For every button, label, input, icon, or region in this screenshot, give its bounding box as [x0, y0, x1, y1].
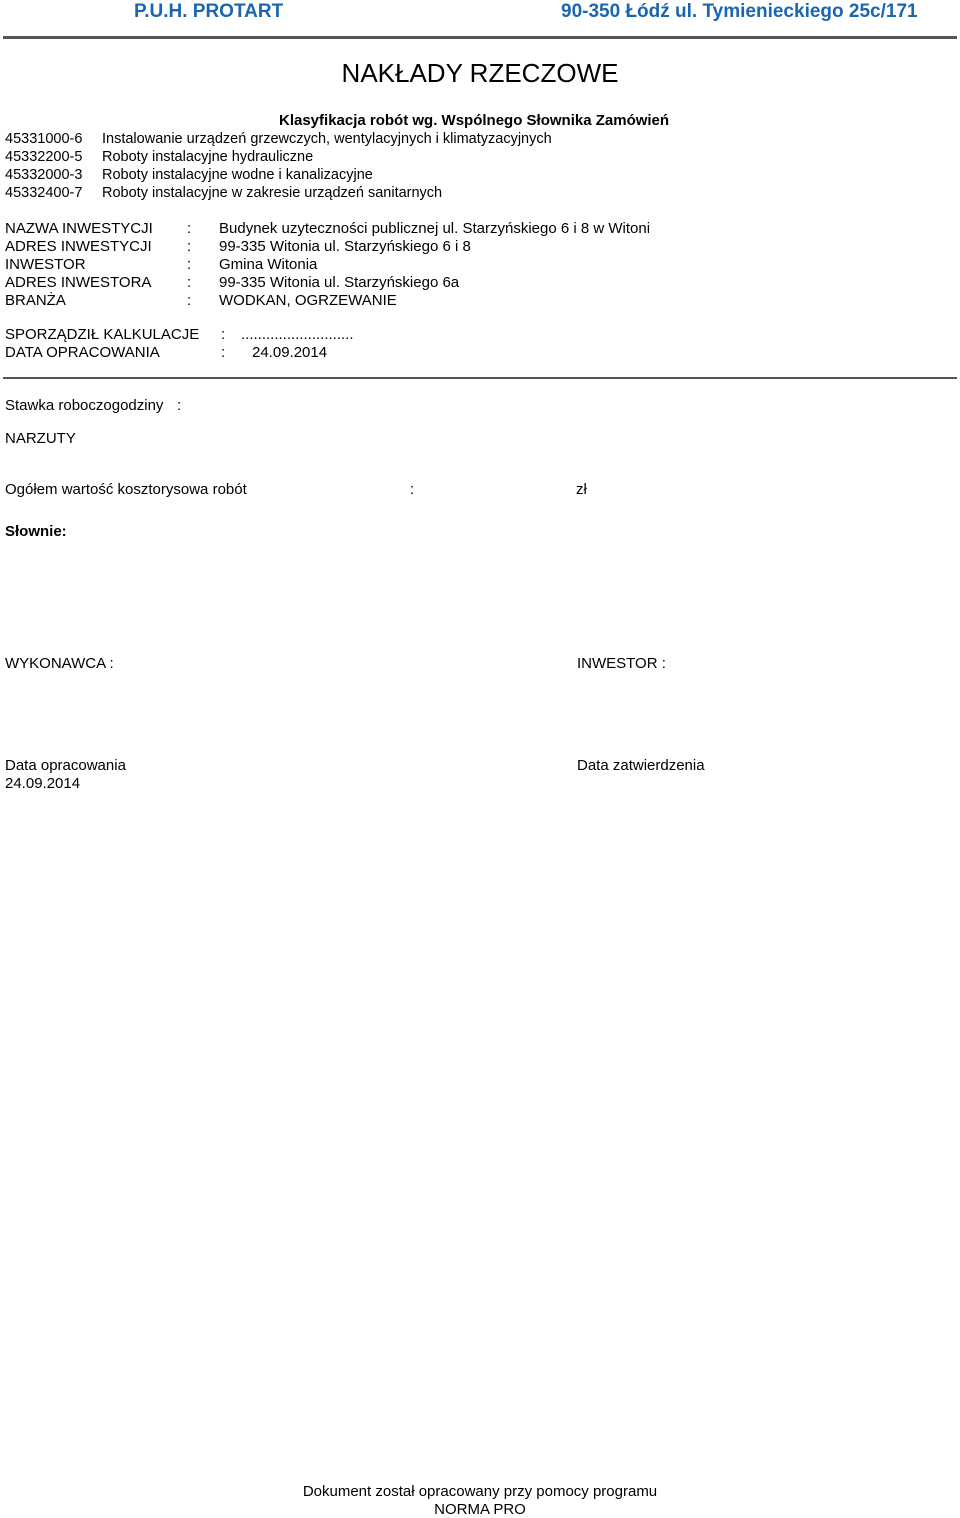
section-divider — [3, 377, 957, 379]
investor-value: Gmina Witonia — [219, 256, 318, 273]
preparation-date-value: 24.09.2014 — [252, 344, 328, 361]
investor-address-label: ADRES INWESTORA — [5, 274, 152, 291]
investor-address-value: 99-335 Witonia ul. Starzyńskiego 6a — [219, 274, 460, 291]
preparation-date-label: DATA OPRACOWANIA — [5, 344, 160, 361]
cpv-code: 45331000-6 — [5, 131, 83, 147]
hourly-rate-label: Stawka roboczogodziny — [5, 397, 164, 414]
cpv-code: 45332200-5 — [5, 149, 83, 165]
prep-date-value: 24.09.2014 — [5, 775, 81, 792]
document-title: NAKŁADY RZECZOWE — [341, 58, 619, 88]
investment-address-label: ADRES INWESTYCJI — [5, 238, 152, 255]
prep-date-label: Data opracowania — [5, 757, 126, 774]
approval-date-label: Data zatwierdzenia — [577, 757, 705, 774]
branch-value: WODKAN, OGRZEWANIE — [219, 292, 397, 309]
header-divider — [3, 36, 957, 39]
investment-name-label: NAZWA INWESTYCJI — [5, 220, 153, 237]
footer-program-name: NORMA PRO — [434, 1501, 526, 1518]
investor-signature-label: INWESTOR : — [577, 655, 666, 672]
cpv-description: Roboty instalacyjne hydrauliczne — [102, 149, 314, 165]
cpv-description: Roboty instalacyjne wodne i kanalizacyjne — [102, 167, 373, 183]
prepared-by-label: SPORZĄDZIŁ KALKULACJE — [5, 326, 200, 343]
colon: : — [177, 397, 182, 414]
cpv-code: 45332400-7 — [5, 185, 83, 201]
amount-in-words-label: Słownie: — [5, 523, 67, 540]
investment-name-value: Budynek uzyteczności publicznej ul. Starzyńskiego 6 i 8 w Witoni — [219, 220, 651, 237]
cpv-description: Instalowanie urządzeń grzewczych, wentylacyjnych i klimatyzacyjnych — [102, 131, 552, 147]
colon: : — [410, 481, 415, 498]
investment-address-value: 99-335 Witonia ul. Starzyńskiego 6 i 8 — [219, 238, 471, 255]
investor-label: INWESTOR — [5, 256, 86, 273]
colon: : — [187, 238, 192, 255]
classification-heading: Klasyfikacja robót wg. Wspólnego Słownika Zamówień — [279, 112, 670, 129]
company-address: 90-350 Łódź ul. Tymienieckiego 25c/171 — [561, 1, 918, 22]
cpv-description: Roboty instalacyjne w zakresie urządzeń sanitarnych — [102, 185, 443, 201]
prepared-by-value: ........................... — [241, 326, 354, 343]
colon: : — [221, 344, 226, 361]
company-name: P.U.H. PROTART — [134, 1, 284, 22]
colon: : — [221, 326, 226, 343]
currency-label: zł — [576, 481, 587, 498]
branch-label: BRANŻA — [5, 292, 66, 309]
colon: : — [187, 220, 192, 237]
cpv-code: 45332000-3 — [5, 167, 83, 183]
colon: : — [187, 256, 192, 273]
markups-label: NARZUTY — [5, 430, 76, 447]
footer-text: Dokument został opracowany przy pomocy programu — [302, 1483, 658, 1500]
colon: : — [187, 292, 192, 309]
total-value-label: Ogółem wartość kosztorysowa robót — [5, 481, 247, 498]
colon: : — [187, 274, 192, 291]
contractor-label: WYKONAWCA : — [5, 655, 114, 672]
